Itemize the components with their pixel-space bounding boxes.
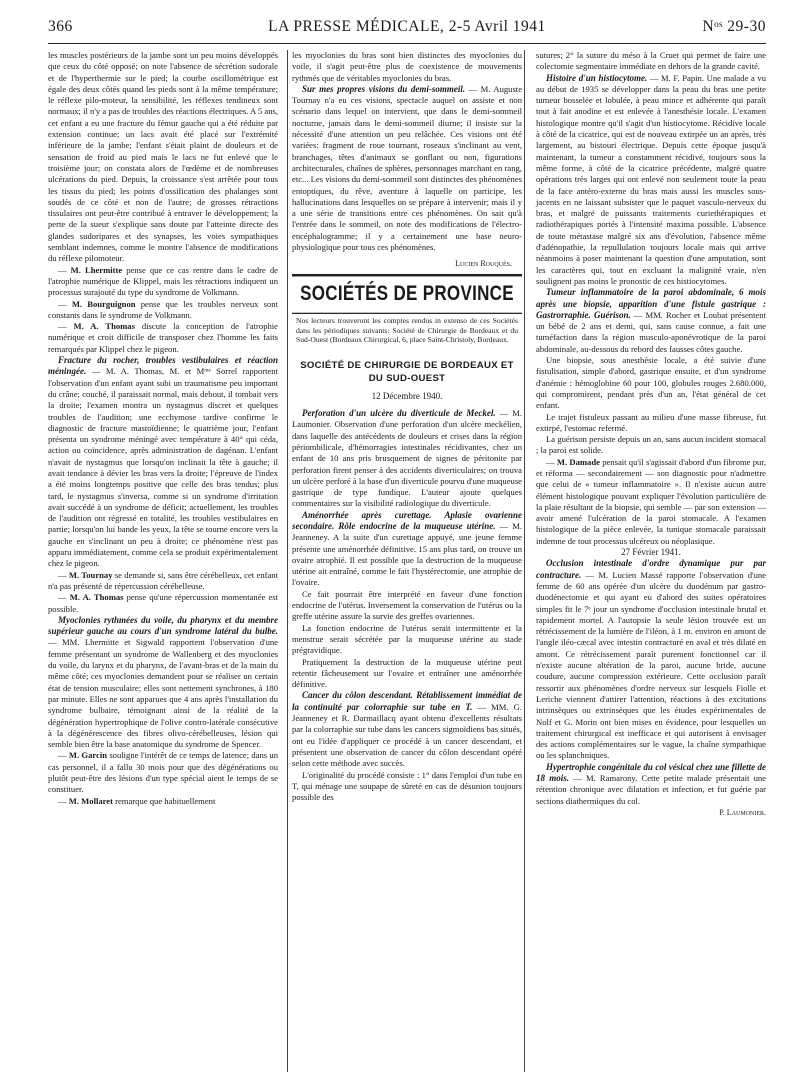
article-body: — M. Ramarony. Cette petite malade présentait une rétention chronique avec dilatation et infection, et fut guérie par sections diathermiques du col. — [536, 773, 766, 806]
paragraph — [48, 570, 278, 593]
paragraph-text: L'originalité du procédé consiste : 1° dans l'emploi d'un tube en T, qui ménage une soupape de sûreté en cas de désunion toujours possible des — [292, 769, 522, 803]
article-paragraph — [292, 510, 522, 589]
column-divider-right — [524, 50, 525, 1072]
article-paragraph — [292, 84, 522, 253]
article-body: — M. Laumonier. Observation d'une perforation d'un ulcère meckélien, dans laquelle des antécédents de douleurs et crises dans la région périombilicale, d'hémorragies intestinales récidivantes, chez un enfant de 10 ans pris brusquement de signes de péritonite par perforation firent penser à des accidents diverticulaires; on trouva un ulcère perforé à la base d'un diverticule pourvu d'une muqueuse gastrique de type fundique. L'auteur ajoute quelques commentaires sur la visibilité radiologique du diverticule. — [292, 408, 522, 509]
paragraph-text: pense qu'une répercussion momentanée est possible. — [48, 592, 278, 614]
page-header — [48, 18, 766, 40]
section-title: SOCIÉTÉS DE PROVINCE — [292, 274, 522, 314]
paragraph — [48, 796, 278, 807]
article-title: Cancer du côlon descendant. Rétablissement immédiat de la continuité par colorraphie sur tube en T. — [292, 690, 522, 712]
article-title: Tumeur inflammatoire de la paroi abdominale, 6 mois après une biopsie, apparition d'une fistule gastrique : Gastrorraphie. Guérison. — [536, 287, 766, 320]
article-body: — M. A. Thomas, M. et Mᵐᵉ Sorrel rapportent l'observation d'un enfant ayant subi un traumatisme peu important du crâne; couché, il paraissait normal, mais debout, il tombait vers la droite; l'examen montra un nystagmus discret et quelques troubles de l'audition; une ecchymose tardive confirme le diagnostic de fracture mastoïdienne; le quatrième jour, l'enfant présenta un syndrome méningé avec température à 40° qui céda, action ou coïncidence, après administration de dagénan. L'enfant n'avait de nystagmus que lorsqu'on inclinait la tête à gauche; il avait tendance à dévier les bras vers la droite; l'épreuve de l'index a été moins longtemps positive que celle des bras tendus; plus tard, le nystagmus s'inversa, comme si un syndrome d'irritation avait succédé à un syndrome de déficit; actuellement, les troubles de l'audition ont régressé en totalité, les troubles vestibulaires en partie; lorsqu'on lui bande les yeux, la tête se tourne encore vers la gauche en s'inclinant un peu à droite; ce phénomène n'est pas apparu immédiatement, comme cela se produit expérimentalement chez le pigeon. — [48, 366, 278, 569]
issue-date: 2-5 Avril 1941 — [448, 18, 546, 35]
paragraph-text: sutures; 2° la suture du méso à la Cruet qui permet de faire une colectomie segmentaire immédiate en dehors de la grande cavité. — [536, 50, 766, 72]
article-title: Myoclonies rythmées du voile, du pharynx et du membre supérieur gauche au cours d'un syndrome latéral du bulbe. — [48, 614, 278, 637]
paragraph — [536, 412, 766, 435]
three-columns — [48, 50, 766, 818]
dash: — — [58, 750, 69, 761]
column-1 — [48, 50, 278, 818]
dash: — — [58, 298, 72, 309]
paragraph-text: pense que les troubles nerveux sont constants dans le syndrome de Volkmann. — [48, 298, 278, 320]
article-title: Fracture du rocher, troubles vestibulaires et réaction méningée. — [48, 355, 278, 377]
article-body: — M. Lucien Massé rapporte l'observation d'une femme de 60 ans opérée d'un ulcère du duodénum par gastro-duodénectomie et qui ayant eu d'abord des suites opératoires simples fit le 7ᵉ jour un syndrome d'occlusion intestinale brutal et rapidement mortel. A l'autopsie la seule lésion trouvée est un rétrécissement de la lumière de l'iléon, à 1 m. environ en amont de l'angle iléo-cæcal avec intestin contracturé en aval et très dilaté en amont. Ce rétrécissement paraît purement fonctionnel car il n'existe aucune altération de la paroi, aucune bride, aucune coudure, aucune compression extérieure. Cette occlusion paraît ressortir aux phénomènes d'ordre nerveux sur lesquels Fiolle et Leriche viennent d'attirer l'attention, réactions à des excitations intrinsèques ou extrinsèques que les études expérimentales de Nolf et G. Morin ont bien mises en évidence, pour lesquelles un traitement chirurgical est inefficace et qui autorisent à envisager des actions complémentaires sur le vague, la chaîne sympathique ou les splanchniques. — [536, 569, 766, 761]
dash: — — [58, 569, 69, 580]
speaker-name: M. A. Thomas — [69, 592, 124, 603]
article-paragraph — [292, 690, 522, 769]
paragraph — [48, 299, 278, 322]
header-rule — [48, 43, 766, 44]
paragraph — [536, 457, 766, 547]
issue-number: Nᵒˢ 29-30 — [702, 18, 766, 35]
dash: — — [546, 456, 557, 467]
speaker-name: M. Tournay — [68, 569, 113, 580]
paragraph-text: Le trajet fistuleux passant au milieu d'une masse fibreuse, fut extirpé, l'estomac refermé. — [536, 411, 766, 433]
dash: — — [58, 321, 74, 332]
paragraph — [536, 50, 766, 73]
author-signature: P. Laumonier. — [719, 807, 766, 817]
column-3 — [536, 50, 766, 818]
article-paragraph — [536, 558, 766, 761]
dash: — — [58, 264, 71, 275]
article-title: Occlusion intestinale d'ordre dynamique pur par contracture. — [536, 558, 766, 580]
paragraph — [292, 589, 522, 623]
article-paragraph — [536, 73, 766, 288]
column-2-bottom — [292, 408, 522, 803]
paragraph-text: La fonction endocrine de l'utérus serait intermittente et la menstrue serait sécrétée par la muqueuse utérine au stade prégravidique. — [292, 622, 522, 656]
paragraph-text: discute la conception de l'atrophie numérique et croit difficile de transposer chez l'homme les faits remarqués par Klippel chez le pigeon. — [48, 321, 278, 354]
paragraph — [292, 657, 522, 691]
article-title: Hypertrophie congénitale du col vésical chez une fillette de 18 mois. — [536, 761, 766, 783]
society-name: SOCIÉTÉ DE CHIRURGIE DE BORDEAUX ET DU SUD-OUEST — [300, 359, 514, 384]
article-paragraph — [536, 762, 766, 807]
speaker-name: M. Damade — [556, 456, 600, 467]
paragraph-text: Une biopsie, sous anesthésie locale, a été suivie d'une fistulisation, simple d'abord, gastrique ensuite, et d'un syndrome d'anémie : hémoglobine 60 pour 100, globules rouges 2.680.000, qui compromirent, pendant près d'un an, l'état général de cet enfant. — [536, 355, 766, 411]
article-paragraph — [48, 355, 278, 570]
section-note: Nos lecteurs trouveront les comptes rendus in extenso de ces Sociétés dans les périodiques suivants: Société de Chirurgie de Bordeaux et du Sud-Ouest (Bordeaux Chirurgical, 6, place Saint-Christoly, Bordeaux. — [296, 315, 518, 345]
session-date: 27 Février 1941. — [621, 547, 681, 558]
paragraph-text: pense que ce cas rentre dans le cadre de l'atrophie numérique de Klippel, mais les rétractions indiquent un processus surajouté du type du syndrome de Volkmann. — [48, 264, 278, 298]
article-body: — M. Auguste Tournay n'a eu ces visions, spectacle auquel on assiste et non scénario dans lequel on intervient, que dans le demi-sommeil nocturne, jamais dans le demi-sommeil diurne; il insiste sur la nécessité d'une attention un peu relâchée. Ces visions ont été variées: fragment de roue tournant, roseaux s'inclinant au vent, branchages, têtes d'animaux se gonflant ou non, figurations architecturales, chaînes de sphères, personnages marchant en rang, etc... Les visions du demi-sommeil sont distinctes des phénomènes entoptiques, du rêve, aventure à laquelle on participe, les hallucinations dans lesquelles on se prépare à intervenir; mais il y a une série de transitions entre ces phénomènes. On sait qu'à l'entrée dans le sommeil, on note des modifications de l'électro-encéphalogramme; il y a certainement une base neuro-physiologique pour tous ces phénomènes. — [292, 83, 523, 253]
paragraph-text: les myoclonies du bras sont bien distinctes des myoclonies du voile, il s'agit peut-être plus de coexistence de mouvements rythmés que de véritables myoclonies du bras. — [292, 50, 522, 83]
paragraph — [292, 50, 522, 84]
article-body: — MM. Rocher et Loubat présentent un bébé de 2 ans et demi, qui, sans cause connue, a fait une tuméfaction dans la région musculo-aponévrotique de la paroi abdominale, au-dessous du rebord des fausses côtes gauche. — [536, 309, 766, 354]
paragraph — [48, 50, 278, 265]
column-2-top — [292, 50, 522, 253]
paragraph-text: souligne l'intérêt de ce temps de latence; dans un cas personnel, il a fallu 30 mois pour que des dégénérations ou plutôt peut-être des lésions d'un type spécial aient le temps de se constituer. — [48, 750, 278, 795]
column-divider-left — [287, 50, 288, 1072]
speaker-name: M. Mollaret — [68, 795, 113, 806]
paragraph — [48, 592, 278, 615]
paragraph-text: La guérison persiste depuis un an, sans aucun incident stomacal ; la paroi est solide. — [536, 434, 766, 456]
paragraph — [536, 434, 766, 457]
paragraph — [48, 265, 278, 299]
speaker-name: M. A. Thomas — [73, 321, 135, 332]
speaker-name: M. Lhermitte — [70, 264, 123, 275]
article-body: — MM. G. Jeanneney et R. Darmaillacq ayant obtenu d'excellents résultats par la colorraphie sur tube dans les cancers sigmoïdiens bas situés, ont eu l'idée d'appliquer ce procédé à un cancer descendant, et présentent une observation de cancer du côlon descendant opéré selon cette méthode avec succès. — [292, 701, 522, 769]
article-title: Sur mes propres visions du demi-sommeil. — [302, 83, 466, 94]
running-title — [268, 18, 546, 36]
article-body: — MM. Lhermitte et Sigwald rapportent l'observation d'une femme présentant un syndrome de Wallenberg et des myoclonies du voile, du larynx et du pharynx, de l'avant-bras et de la main du même côté; ces myoclonies demandent pour se réaliser un certain état de tension musculaire; elles sont nettement synchrones, à 180 par minute. Elles ne sont apparues que 4 ans après l'installation du syndrome bulbaire, témoignant ainsi de la réalité de la dégénération hypertrophique de l'olive contro-latérale consécutive à la dégénérescence des fibres olivo-cérébelleuses, lésion qui semble bien être la base anatomique du syndrome de Spencer. — [48, 637, 278, 750]
article-body: — M. Jeanneney. A la suite d'un curettage appuyé, une jeune femme présente une aménorrhée définitive. 15 ans plus tard, on trouve un ovaire atrophié. Il est possible que la destruction de la muqueuse utérine ait entraîné, comme le fait l'hystérectomie, une atrophie de l'ovaire. — [292, 520, 522, 588]
dash: — — [58, 592, 70, 603]
article-title: Aménorrhée après curettage. Aplasie ovarienne secondaire. Rôle endocrine de la muqueuse utérine. — [292, 509, 522, 531]
paragraph — [292, 770, 522, 804]
paragraph — [48, 750, 278, 795]
paragraph — [536, 355, 766, 411]
paragraph-text: Ce fait pourrait être interprété en faveur d'une fonction endocrine de l'utérus. Inversement la conservation de l'utérus ou la greffe utérine assure la survie des greffes ovariennes. — [292, 588, 522, 622]
speaker-name: M. Garcin — [68, 750, 108, 761]
author-signature: Lucien Rouquès. — [455, 259, 512, 269]
paragraph-text: se demande si, sans être cérébelleux, cet enfant n'a pas présenté de répercussion cérébelleuse. — [48, 569, 278, 591]
paragraph — [48, 321, 278, 355]
paragraph-text: remarque que habituellement — [112, 795, 216, 806]
paragraph — [292, 623, 522, 657]
journal-title: LA PRESSE MÉDICALE, — [268, 18, 445, 35]
article-paragraph — [536, 287, 766, 355]
article-body: — M. F. Papin. Une malade a vu au début de 1935 se développer dans la peau du bras une petite tumeur bosselée et lobulée, à peau mince et adhérente qui paraît tout à fait anodine et est enlevée à l'anesthésie locale. L'examen histologique montre qu'il s'agit d'un histiocytome. Récidive locale à côté de la cicatrice, qui est de nouveau extirpée un an après, très largement, au bistouri électrique. Depuis cette époque jusqu'à maintenant, la tumeur a constamment récidivé, toujours sous la même forme, à côté de la cicatrice précédente, malgré quatre opérations très larges qui ont enlevé non seulement toute la peau de la face antéro-externe du bras mais aussi les muscles sous-jacents en ne laissant subsister que le paquet vasculo-nerveux du bras, et malgré de puissants traitements curiethérapiques et radiothérapiques portés à l'intensité maxima possible. L'absence de toute métastase malgré six ans d'évolution, l'absence même d'adénopathie, la repullulation toujours locale mais qui arrive néanmoins à poser maintenant la question d'une amputation, sont les caractères qui, tout en excluant la malignité vraie, n'en soulignent pas moins le pronostic de ces histiocytomes. — [536, 72, 766, 286]
page-number: 366 — [48, 18, 73, 35]
paragraph-text: les muscles postérieurs de la jambe sont un peu moins développés que ceux du côté opposé; on note l'absence de sécrétion sudorale et de l'hyperthermie sur le pied; la courbe oscillométrique est égale des deux côtés quand les pieds sont à la même température; le réflexe pilo-moteur, la sensibilité, les réflexes tendineux sont normaux; il n'y a pas de troubles des réactions électriques. A 5 ans, cet enfant a eu une fracture du fémur gauche qui a été réduite par extension continue; un lacs avait été placé sur l'extrémité inférieure de la jambe; l'enfant s'était plaint de douleurs et de sensation de froid au pied mais le lacs ne fut enlevé que le troisième jour; on constata alors de l'œdème et de nombreuses ulcérations du pied. Depuis, la croissance s'est arrêtée pour tous les tissus du pied; les points d'ossification des phalanges sont soudés de ce côté et non de l'autre; de grosses rétractions tissulaires ont peut-être contribué à entraver le développement; la perte de la sueur s'explique sans doute par l'atteinte directe des glandes sudoripares et des synapses, les voies sympathiques semblant indemnes, comme le montre l'absence de modifications du réflexe pilomoteur. — [48, 50, 278, 264]
paragraph-text: pensait qu'il s'agissait d'abord d'un fibrome pur, et réforma — secondairement — son diagnostic pour n'admettre que celui de « tumeur inflammatoire ». Il n'existe aucun autre élément histologique pouvant expliquer l'évolution particulière de la plaie résultant de la biopsie, qui semble — par son extension — avoir amené l'ulcération de la paroi stomacale. A l'examen histologique de la pièce enlevée, la tunique stomacale paraissait indemne de tout processus ulcéreux ou néoplasique. — [536, 456, 766, 546]
column-2 — [292, 50, 522, 818]
article-title: Perforation d'un ulcère du diverticule de Meckel. — [302, 408, 496, 419]
article-title: Histoire d'un histiocytome. — [546, 72, 648, 83]
society-date: 12 Décembre 1940. — [371, 390, 443, 401]
speaker-name: M. Bourguignon — [71, 298, 136, 309]
article-paragraph — [292, 408, 522, 510]
article-paragraph — [48, 615, 278, 751]
dash: — — [58, 795, 69, 806]
paragraph-text: Pratiquement la destruction de la muqueuse utérine peut retentir fâcheusement sur l'ovaire et entraîner une aménorrhée définitive. — [292, 656, 522, 690]
